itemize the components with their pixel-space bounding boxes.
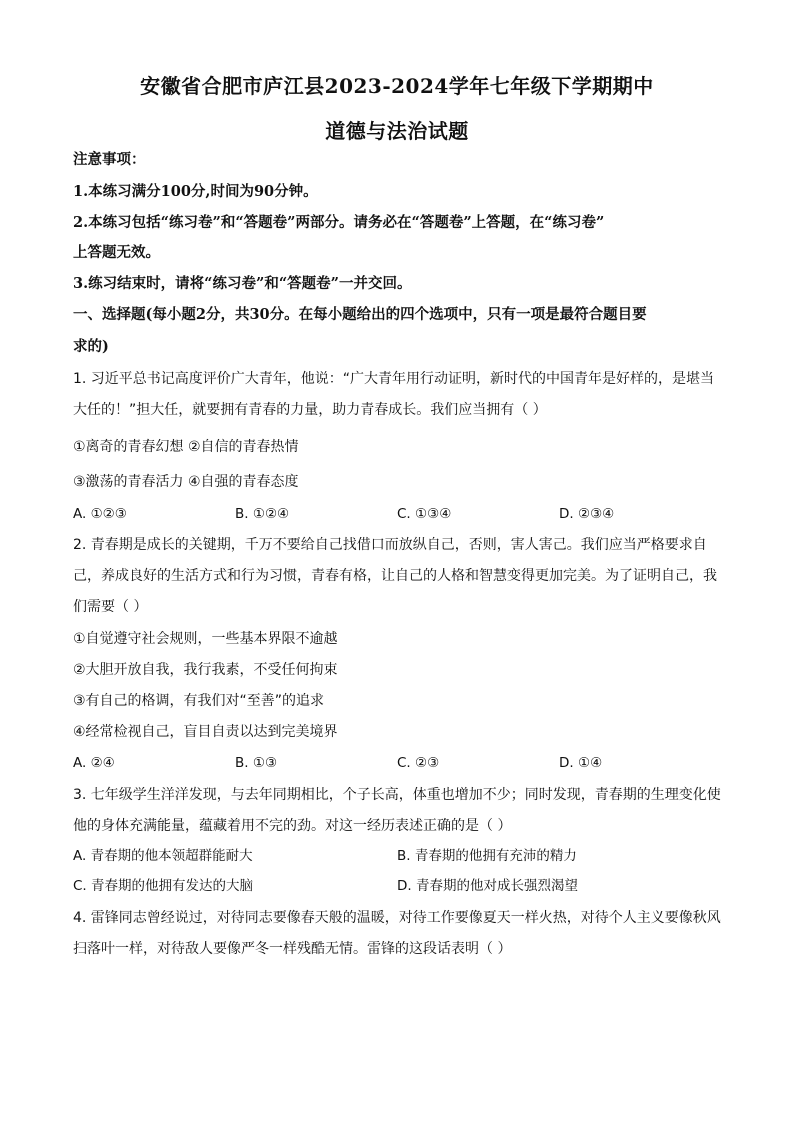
q1-statements-line-2: ③激荡的青春活力 ④自强的青春态度 [73,474,299,490]
q4-stem-line-1: 4. 雷锋同志曾经说过，对待同志要像春天般的温暖，对待工作要像夏天一样火热，对待个人主义要像秋风 [73,910,721,926]
note-3: 3.练习结束时，请将“练习卷”和“答题卷”一并交回。 [73,275,412,292]
section-heading-line-1: 一、选择题(每小题2分，共30分。在每小题给出的四个选项中，只有一项是最符合题目要 [73,306,647,323]
q3-stem-line-2: 他的身体充满能量，蕴藏着用不完的劲。对这一经历表述正确的是（ ） [73,818,512,834]
q2-statement-2: ②大胆开放自我，我行我素，不受任何拘束 [73,662,338,678]
notes-heading: 注意事项： [73,151,146,168]
q3-option-a: A. 青春期的他本领超群能耐大 [73,848,253,864]
q2-statement-1: ①自觉遵守社会规则，一些基本界限不逾越 [73,631,338,647]
exam-title: 安徽省合肥市庐江县2023-2024学年七年级下学期期中 [140,74,654,98]
q3-option-b: B. 青春期的他拥有充沛的精力 [397,848,577,864]
q1-option-c: C. ①③④ [397,506,452,522]
exam-subtitle: 道德与法治试题 [325,119,469,143]
q2-option-a: A. ②④ [73,755,115,771]
q3-option-c: C. 青春期的他拥有发达的大脑 [73,878,254,894]
q2-option-c: C. ②③ [397,755,440,771]
q1-option-d: D. ②③④ [559,506,615,522]
q2-option-b: B. ①③ [235,755,278,771]
q2-option-d: D. ①④ [559,755,603,771]
q1-stem-line-1: 1. 习近平总书记高度评价广大青年，他说：“广大青年用行动证明，新时代的中国青年是好样的，是堪当 [73,371,715,387]
q1-option-b: B. ①②④ [235,506,290,522]
q3-option-d: D. 青春期的他对成长强烈渴望 [397,878,578,894]
note-2-line-1: 2.本练习包括“练习卷”和“答题卷”两部分。请务必在“答题卷”上答题，在“练习卷” [73,214,605,231]
q2-statement-3: ③有自己的格调，有我们对“至善”的追求 [73,693,325,709]
q4-stem-line-2: 扫落叶一样，对待敌人要像严冬一样残酷无情。雷锋的这段话表明（ ） [73,941,512,957]
q2-stem-line-1: 2. 青春期是成长的关键期，千万不要给自己找借口而放纵自己，否则，害人害己。我们应当严格要求自 [73,537,707,553]
note-2-line-2: 上答题无效。 [73,244,160,261]
q1-stem-line-2: 大任的！”担大任，就要拥有青春的力量，助力青春成长。我们应当拥有（ ） [73,402,547,418]
note-1: 1.本练习满分100分,时间为90分钟。 [73,183,318,200]
q2-stem-line-2: 己，养成良好的生活方式和行为习惯，青春有格，让自己的人格和智慧变得更加完美。为了证明自己，我 [73,568,717,584]
section-heading-line-2: 求的) [73,338,109,355]
q2-stem-line-3: 们需要（ ） [73,599,148,615]
q3-stem-line-1: 3. 七年级学生洋洋发现，与去年同期相比，个子长高，体重也增加不少；同时发现，青春期的生理变化使 [73,787,721,803]
q1-statements-line-1: ①离奇的青春幻想 ②自信的青春热情 [73,439,299,455]
q2-statement-4: ④经常检视自己，盲目自责以达到完美境界 [73,724,338,740]
q1-option-a: A. ①②③ [73,506,127,522]
